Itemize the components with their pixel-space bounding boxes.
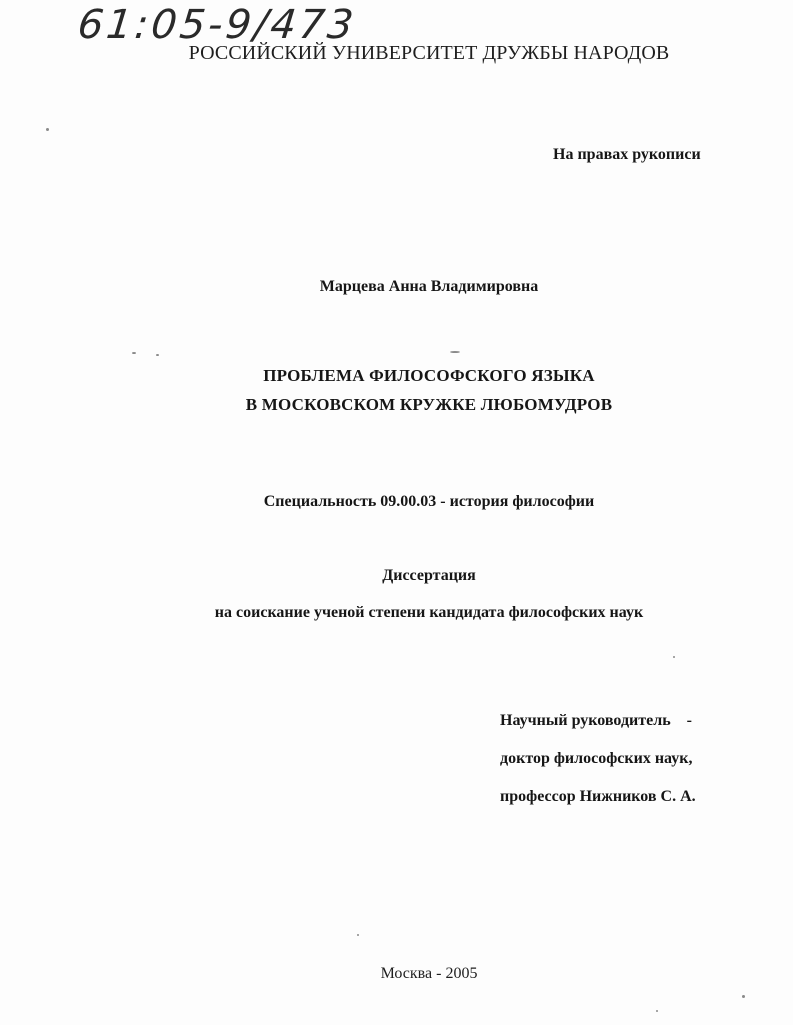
specialty-line: Специальность 09.00.03 - история философии [263, 493, 595, 510]
scan-speck [46, 128, 49, 131]
advisor-line: Научный руководитель - [500, 712, 692, 729]
scan-speck [450, 351, 460, 353]
author-name: Марцева Анна Владимировна [319, 278, 539, 295]
advisor-line: доктор философских наук, [500, 750, 693, 767]
scan-speck [132, 352, 136, 354]
scan-speck [673, 656, 675, 658]
scan-speck [656, 1010, 658, 1012]
rights-notice: На правах рукописи [553, 146, 701, 163]
dissertation-title-line: В МОСКОВСКОМ КРУЖКЕ ЛЮБОМУДРОВ [245, 395, 613, 414]
degree-line: на соискание ученой степени кандидата философских наук [214, 604, 644, 621]
scan-speck [742, 995, 745, 998]
dissertation-title-line: ПРОБЛЕМА ФИЛОСОФСКОГО ЯЗЫКА [263, 366, 595, 385]
university-name: РОССИЙСКИЙ УНИВЕРСИТЕТ ДРУЖБЫ НАРОДОВ [188, 42, 670, 64]
city-year-footer: Москва - 2005 [380, 965, 478, 982]
handwritten-archive-number: 61:05-9/473 [75, 2, 359, 48]
scan-speck [156, 354, 159, 356]
advisor-line: профессор Нижников С. А. [500, 788, 696, 805]
dissertation-label: Диссертация [382, 567, 476, 584]
scan-speck [357, 934, 359, 936]
